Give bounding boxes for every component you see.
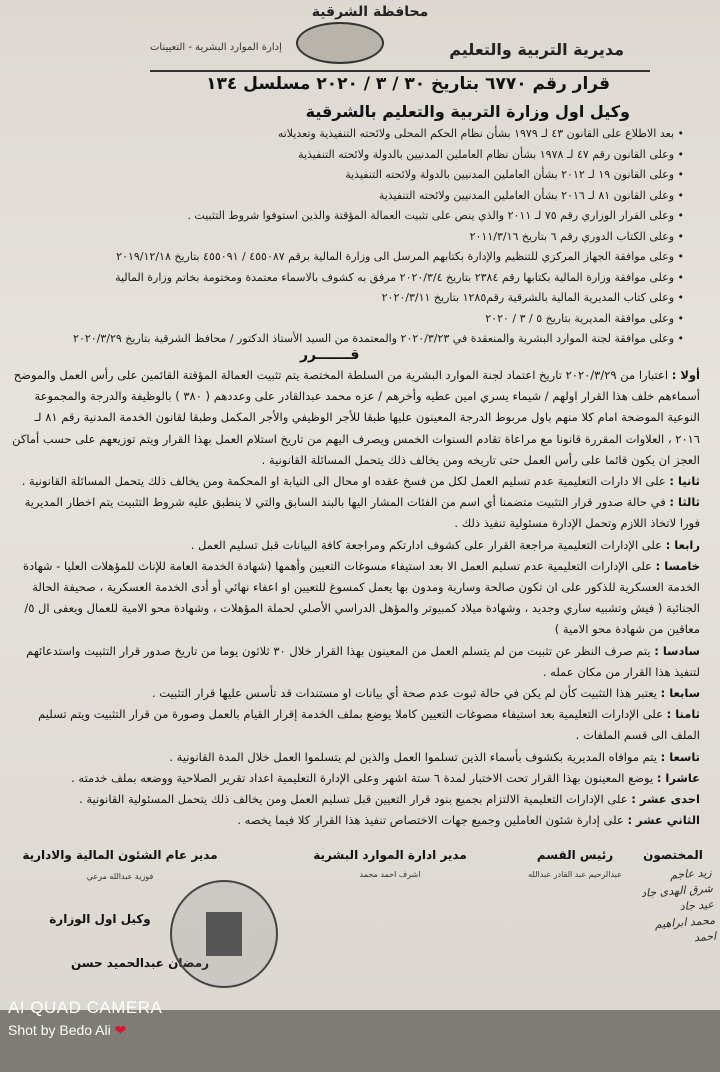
preamble-list [24,124,684,350]
eagle-emblem-icon [206,912,242,956]
handwritten-line: محمد ابراهيم [654,913,716,931]
handwritten-line: شرق الهدى جاد [640,881,714,900]
article-text: على الإدارات التعليمية بعد استيفاء مصوغات التعيين كاملا يوضع بملف الخدمة إقرار القيام بالعمل وصورة من قرار التثبيت ويتم تسليم الملف الى قسم الملفات . [38,707,700,743]
articles-list [10,365,700,831]
article-label: سادسا : [654,643,700,658]
article [10,556,700,641]
preamble-item: • وعلى القانون رقم ٤٧ لـ ١٩٧٨ بشأن نظام العاملين المدنيين بالدولة ولائحته التنفيذية [298,147,684,161]
preamble-item: • وعلى موافقة المديرية بتاريخ ٥ / ٣ / ٢٠٢٠ [485,311,684,325]
camera-watermark [8,998,162,1039]
section-head-title: رئيس القسم [536,848,614,862]
specialists-title: المختصون [643,848,703,862]
issuer-line: وكيل اول وزارة التربية والتعليم بالشرقية [305,102,630,121]
handwritten-line: عيد جاد [679,897,715,914]
directorate-header: مديرية التربية والتعليم [449,40,624,59]
governorate-logo [296,22,384,64]
signature-undersecretary [30,912,170,926]
preamble-item: • وعلى الكتاب الدوري رقم ٦ بتاريخ ٢٠١١/٣/١٦ [469,229,684,243]
preamble-item: • وعلى القانون ٨١ لـ ٢٠١٦ بشأن العاملين المدنيين ولائحته التنفيذية [378,188,684,202]
article-text: يتم موافاه المديرية بكشوف بأسماء الذين تسلموا العمل والذين لم يتسلموا العمل خلال المدة القانونية . [169,749,657,764]
article-text: اعتبارا من ٢٠٢٠/٣/٢٩ تاريخ اعتماد لجنة الموارد البشرية من السلطة المختصة يتم تثبيت العمالة المؤقتة القائمين على رأس العمل والموضح أسماءهم خلف هذا القرار اولهم / شيماء يسري امين عطيه وأخرهم / عزه محمد عبدالقادر على وعددهم ( ٣٨٠ ) بالوظيفة والدرجة والمجموعة النوعية الموضحة امام كلا منهم باول مربوط الدرجة المعينون عليها طبقا للأجر الوظيفي والأجر المكمل وطبقا لقانون الخدمة المدنية رقم ٨١ لـ ٢٠١٦ ، العلاوات المقررة قانونا مع مراعاة تقادم السنوات الخمس ويصرف اليهم من تاريخ استلام العمل بهذا القرار ويتم توزيعهم على حسب أماكن العجز ان يكون قائما على رأس العمل حتى تاريخه ومن يخالف ذلك يتحمل المسائلة القانونية . [12,368,700,467]
heart-icon: ❤ [114,1022,127,1038]
article-label: سابعا : [660,686,700,701]
article-text: على إدارة شئون العاملين وجميع جهات الاختصاص تنفيذ هذا القرار كلا فيما يخصه . [237,813,624,828]
preamble-item: • وعلى القانون ١٩ لـ ٢٠١٢ بشأن العاملين المدنيين بالدولة ولائحته التنفيذية [345,168,684,181]
handwritten-line: احمد [693,929,717,945]
department-header: إدارة الموارد البشرية - التعيينات [150,42,282,53]
article [10,789,700,810]
official-stamp [170,880,278,988]
article [10,471,700,492]
signature-hr-director [300,848,480,879]
article-text: يعتبر هذا التثبيت كأن لم يكن في حالة ثبوت عدم صحة أي بيانات او مستندات قد تأسس عليها قرار التثبيت . [151,686,657,701]
article-label: عاشرا : [656,770,700,785]
undersecretary-title: وكيل اول الوزارة [49,912,151,926]
article-label: تاسعا : [660,749,700,764]
signature-specialists [628,848,718,862]
article-label: أولا : [671,368,700,382]
article-text: على الإدارات التعليمية مراجعة القرار على كشوف ادارتكم ومراجعة كافة البيانات قبل تسليم العمل . [190,537,663,552]
article [10,535,700,556]
article [10,641,700,683]
camera-label: AI QUAD CAMERA [8,998,163,1017]
article-label: خامسا : [655,558,700,573]
article-text: على الإدارات التعليمية الالتزام بجميع بنود قرار التعيين قبل تسليم العمل ومن يخالف ذلك يتحمل المسئولية القانونية . [79,792,628,807]
handwritten-line: زيد عاجم [669,865,713,882]
article-text: على الإدارات التعليمية عدم تسليم العمل الا بعد استيفاء مسوغات التعيين وأهمها (شهادة الخدمة العامة للإناث للمؤهلات العليا - شهادة الخدمة العسكرية للذكور على ان تكون صالحة وسارية ومدون بها يعمل كمسوغ للتعيين او اعفاء نهائي أو أدى الخدمة العسكرية ، صحيفة الحالة الجنائية ( فيش وتشبيه ساري وجديد ، وشهادة ميلاد كمبيوتر والمؤهل الدراسي الأصلي لحملة المؤهلات ، وشهادة محو الامية للعمال ويعفى ال ٥/ معاقين من شهادة محو الامية ) [22,558,700,637]
article-text: يوضع المعينون بهذا القرار تحت الاختبار لمدة ٦ ستة اشهر وعلى الإدارة التعليمية اعداد تقرير الصلاحية ووضعه بملف خدمته . [71,770,654,785]
finance-director-name: فوزية عبدالله مرعي [86,872,154,881]
article-label: ثالثا : [669,495,700,510]
handwritten-signatures [619,865,716,951]
preamble-item: • وعلى موافقة الجهاز المركزي للتنظيم والإدارة بكتابهم المرسل الى وزارة المالية برقم ٤٥٥٠٨٧ / ٤٥٥٠٩١ بتاريخ ٢٠١٩/١٢/١٨ [116,250,684,263]
article-label: ثانيا : [669,474,700,489]
signature-finance-director [20,848,220,881]
article-text: في حالة صدور قرار التثبيت متضمنا أي اسم من الفئات المشار اليها بالبند السابق والتي لا ينطبق عليه شروط التثبيت يتم اخطار المديرية فورا لاتخاذ اللازم وتحمل الإدارة مسئولية تنفيذ ذلك . [24,495,700,531]
signature-section-head [520,848,630,879]
article [10,365,700,471]
preamble-item: • بعد الاطلاع على القانون ٤٣ لـ ١٩٧٩ بشأن نظام الحكم المحلى ولائحته التنفيذية وتعديلاته [277,127,684,140]
article-text: يتم صرف النظر عن تثبيت من لم يتسلم العمل من المعينون بهذا القرار خلال ٣٠ ثلاثون يوما من تاريخ صدور قرار التثبيت واستدعائهم لتنفيذ هذا القرار من مكان عمله . [26,643,700,679]
article-label: ثامنا : [666,707,700,722]
article [10,492,700,534]
header-divider [150,70,650,72]
finance-director-title: مدير عام الشئون المالية والادارية [22,848,218,862]
decree-title: قرار رقم ٦٧٧٠ بتاريخ ٣٠ / ٣ / ٢٠٢٠ مسلسل ١٣٤ [206,74,610,94]
article-text: على الا دارات التعليمية عدم تسليم العمل لكل من فسخ عقده او محال الى النيابة او المحكمة ومن يخالف ذلك يتحمل المسائلة القانونية . [21,474,666,489]
article [10,704,700,746]
decided-heading: قـــــــرر [300,347,360,363]
article [10,747,700,768]
hr-director-title: مدير ادارة الموارد البشرية [313,848,467,862]
preamble-item: • وعلى موافقة وزارة المالية بكتابها رقم ٢٣٨٤ بتاريخ ٢٠٢٠/٣/٤ مرفق به كشوف بالاسماء معتمدة ومختومة بخاتم وزارة المالية [115,270,684,284]
preamble-item: • وعلى كتاب المديرية المالية بالشرقية رقم١٢٨٥ بتاريخ ٢٠٢٠/٣/١١ [381,291,684,304]
preamble-item: • وعلى القرار الوزاري رقم ٧٥ لـ ٢٠١١ والذي ينص على تثبيت العمالة المؤقتة والذين استوفوا شروط التثبيت . [187,209,684,222]
article [10,810,700,831]
article-label: رابعا : [665,537,700,552]
preamble-item: • وعلى موافقة لجنة الموارد البشرية والمنعقدة في ٢٠٢٠/٣/٢٣ والمعتمدة من السيد الأستاذ الدكتور / محافظ الشرقية بتاريخ ٢٠٢٠/٣/٢٩ [73,332,684,345]
shot-by-text: Shot by Bedo Ali [8,1022,111,1038]
article-label: الثاني عشر : [627,813,700,828]
article [10,768,700,789]
article [10,683,700,704]
section-head-name: عبدالرحيم عبد القادر عبدالله [528,870,622,879]
undersecretary-name: رمضان عبدالحميد حسن [70,956,210,970]
governorate-header: محافظة الشرقية [311,4,429,20]
article-label: احدى عشر : [631,792,700,807]
shot-by-label [8,1022,162,1039]
hr-director-name: اشرف احمد محمد [359,870,421,879]
